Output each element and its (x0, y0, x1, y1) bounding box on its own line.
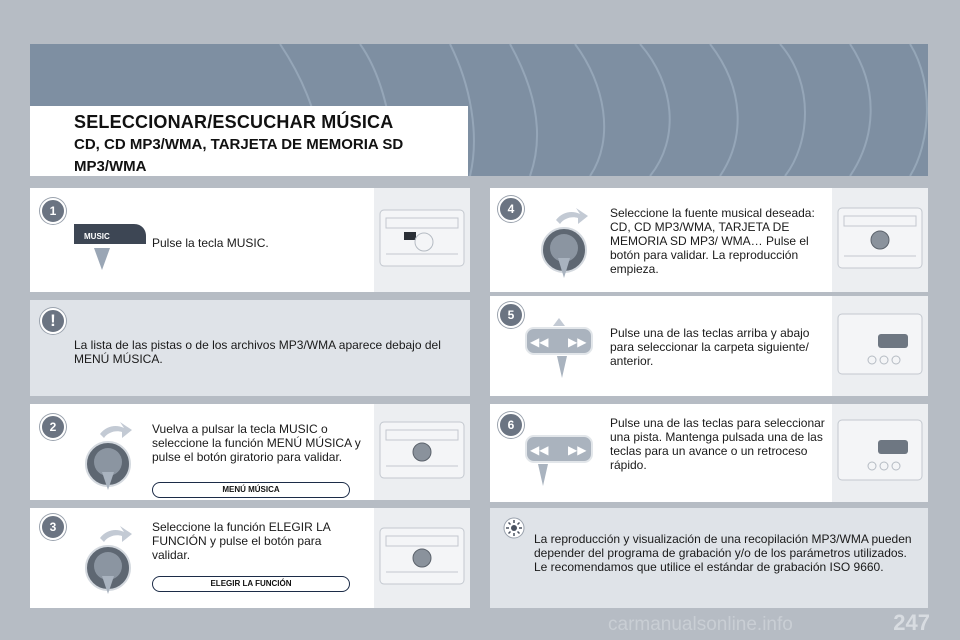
arrow-keys-icon (524, 316, 598, 382)
rotary-knob-icon (78, 518, 138, 598)
page-title: SELECCIONAR/ESCUCHAR MÚSICA (74, 112, 394, 132)
radio-illustration (832, 404, 928, 502)
page-subtitle: CD, CD MP3/WMA, TARJETA DE MEMORIA SD MP3/WMA (74, 136, 404, 175)
step-6-text: Pulse una de las teclas para seleccionar una pista. Mantenga pulsada una de las teclas para un avance o un retroceso rápido. (610, 416, 825, 472)
step-2-badge: 2 (40, 414, 66, 440)
step-4-badge: 4 (498, 196, 524, 222)
page-number: 247 (893, 610, 930, 635)
svg-text:◀◀: ◀◀ (530, 335, 549, 349)
arrow-keys-icon (524, 424, 598, 490)
title-box (30, 106, 468, 176)
svg-text:◀◀: ◀◀ (530, 443, 549, 457)
rotary-knob-icon (534, 200, 594, 284)
step-4-text: Seleccione la fuente musical deseada: CD, CD MP3/WMA, TARJETA DE MEMORIA SD MP3/ WMA… Pulse el botón para validar. La reproducción empieza. (610, 206, 815, 276)
radio-illustration (374, 188, 470, 292)
step-1-badge: 1 (40, 198, 66, 224)
radio-illustration (832, 188, 928, 292)
tip-panel (490, 508, 928, 608)
step-5-panel (490, 296, 928, 396)
step-3-badge: 3 (40, 514, 66, 540)
radio-illustration (832, 296, 928, 396)
step-4-panel (490, 188, 928, 292)
note-panel (30, 300, 470, 396)
tip-text: La reproducción y visualización de una recopilación MP3/WMA pueden depender del programa de grabación y/o de los parámetros utilizados. Le recomendamos que utilice el estándar de grabación ISO 9660. (534, 532, 912, 574)
radio-illustration (374, 508, 470, 608)
music-key-icon (72, 212, 162, 274)
svg-text:▶▶: ▶▶ (568, 335, 587, 349)
elegir-funcion-label: ELEGIR LA FUNCIÓN (152, 576, 350, 592)
radio-illustration (374, 404, 470, 500)
step-3-text: Seleccione la función ELEGIR LA FUNCIÓN y pulse el botón para validar. (152, 520, 331, 562)
music-key-label: MUSIC (84, 232, 110, 241)
watermark: carmanualsonline.info (608, 614, 793, 635)
step-2-panel (30, 404, 470, 500)
sun-icon (502, 516, 526, 540)
svg-text:▶▶: ▶▶ (568, 443, 587, 457)
step-6-panel (490, 404, 928, 502)
step-5-badge: 5 (498, 302, 524, 328)
warning-icon: ! (40, 308, 66, 334)
note-text: La lista de las pistas o de los archivos MP3/WMA aparece debajo del MENÚ MÚSICA. (74, 338, 441, 366)
step-1-panel (30, 188, 470, 292)
step-2-text: Vuelva a pulsar la tecla MUSIC o seleccione la función MENÚ MÚSICA y pulse el botón giratorio para validar. (152, 422, 361, 464)
step-1-text: Pulse la tecla MUSIC. (152, 236, 269, 250)
step-3-panel (30, 508, 470, 608)
step-5-text: Pulse una de las teclas arriba y abajo para seleccionar la carpeta siguiente/ anterior. (610, 326, 810, 368)
menu-musica-label: MENÚ MÚSICA (152, 482, 350, 498)
step-6-badge: 6 (498, 412, 524, 438)
rotary-knob-icon (78, 414, 138, 494)
